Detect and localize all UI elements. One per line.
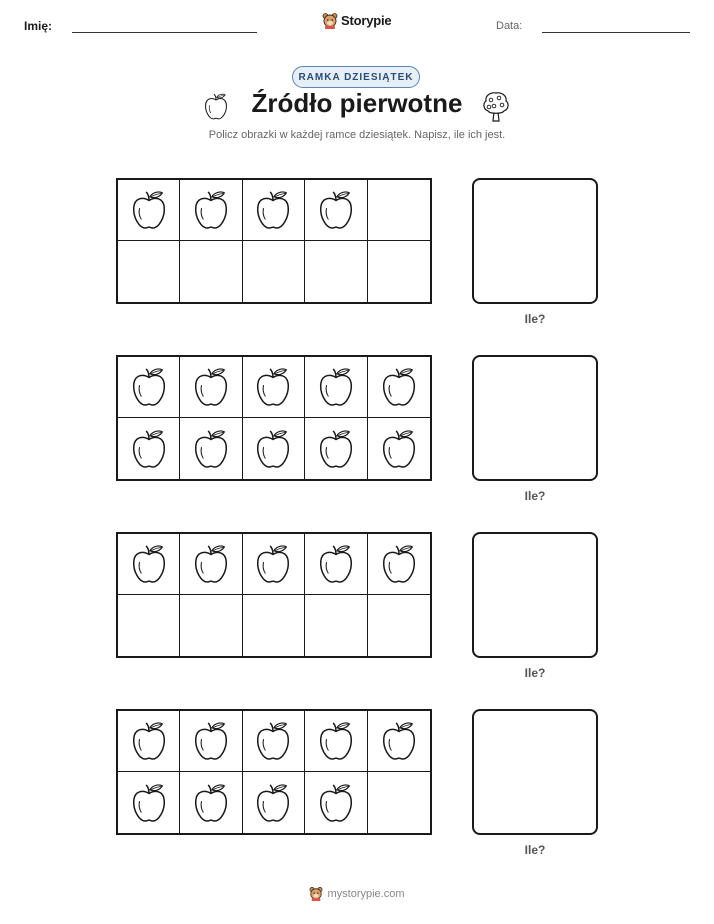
- ten-frame-cell: [305, 772, 367, 833]
- ten-frame-1: [116, 178, 432, 304]
- ten-frame-cell: [118, 418, 180, 479]
- answer-label: Ile?: [524, 489, 546, 503]
- apple-icon: [254, 366, 292, 408]
- apple-icon: [192, 782, 230, 824]
- apple-icon: [254, 543, 292, 585]
- apple-icon: [317, 782, 355, 824]
- ten-frame-cell: [368, 534, 430, 595]
- bear-icon: [309, 886, 323, 901]
- apple-icon: [130, 366, 168, 408]
- ten-frame-cell: [118, 180, 180, 241]
- ten-frame-cell: [305, 534, 367, 595]
- apple-icon: [192, 428, 230, 470]
- ten-frame-cell: [180, 241, 242, 302]
- apple-icon: [254, 782, 292, 824]
- ten-frame-cell: [368, 241, 430, 302]
- ten-frame-cell: [118, 595, 180, 656]
- apple-icon: [317, 428, 355, 470]
- apple-icon: [317, 366, 355, 408]
- apple-icon: [130, 782, 168, 824]
- apple-icon: [380, 543, 418, 585]
- ten-frame-cell: [180, 418, 242, 479]
- apple-tree-icon: [481, 90, 511, 122]
- answer-box-3[interactable]: [472, 532, 598, 658]
- ten-frame-cell: [243, 418, 305, 479]
- apple-icon: [192, 543, 230, 585]
- answer-label: Ile?: [524, 312, 546, 326]
- ten-frame-cell: [243, 595, 305, 656]
- footer: [0, 886, 714, 901]
- answer-box-2[interactable]: [472, 355, 598, 481]
- ten-frame-cell: [243, 241, 305, 302]
- apple-icon: [254, 189, 292, 231]
- ten-frame-cell: [305, 180, 367, 241]
- ten-frame-cell: [305, 357, 367, 418]
- name-label: Imię:: [24, 19, 53, 33]
- apple-icon: [317, 720, 355, 762]
- apple-icon: [380, 428, 418, 470]
- apple-icon: [130, 428, 168, 470]
- ten-frame-cell: [305, 711, 367, 772]
- ten-frame-cell: [243, 711, 305, 772]
- ten-frame-cell: [180, 180, 242, 241]
- bear-icon: [322, 12, 338, 29]
- ten-frame-cell: [118, 357, 180, 418]
- ten-frame-cell: [368, 180, 430, 241]
- ten-frame-cell: [243, 534, 305, 595]
- ten-frame-4: [116, 709, 432, 835]
- ten-frame-cell: [118, 711, 180, 772]
- apple-icon: [254, 720, 292, 762]
- name-line[interactable]: [72, 32, 257, 33]
- ten-frame-cell: [180, 534, 242, 595]
- apple-icon: [130, 720, 168, 762]
- apple-icon: [317, 543, 355, 585]
- ten-frame-cell: [368, 357, 430, 418]
- category-badge: RAMKA DZIESIĄTEK: [292, 66, 420, 88]
- ten-frame-cell: [368, 772, 430, 833]
- answer-label: Ile?: [524, 843, 546, 857]
- apple-icon: [192, 366, 230, 408]
- ten-frame-3: [116, 532, 432, 658]
- answer-box-1[interactable]: [472, 178, 598, 304]
- ten-frame-cell: [305, 595, 367, 656]
- logo-text: Storypie: [341, 13, 392, 28]
- ten-frame-2: [116, 355, 432, 481]
- ten-frame-cell: [305, 241, 367, 302]
- footer-url: mystorypie.com: [327, 887, 405, 900]
- apple-icon: [317, 189, 355, 231]
- ten-frame-cell: [305, 418, 367, 479]
- date-label: Data:: [496, 20, 523, 32]
- apple-icon: [130, 189, 168, 231]
- ten-frame-cell: [118, 534, 180, 595]
- ten-frame-cell: [243, 180, 305, 241]
- storypie-logo: [322, 12, 391, 29]
- apple-icon: [380, 720, 418, 762]
- instructions: Policz obrazki w każdej ramce dziesiątek. Napisz, ile ich jest.: [208, 129, 506, 141]
- page-title: Źródło pierwotne: [251, 88, 463, 118]
- ten-frame-cell: [118, 241, 180, 302]
- ten-frame-cell: [243, 357, 305, 418]
- date-line[interactable]: [542, 32, 690, 33]
- ten-frame-cell: [368, 711, 430, 772]
- ten-frame-cell: [180, 595, 242, 656]
- answer-box-4[interactable]: [472, 709, 598, 835]
- apple-icon: [192, 720, 230, 762]
- ten-frame-cell: [180, 772, 242, 833]
- ten-frame-cell: [180, 357, 242, 418]
- ten-frame-cell: [180, 711, 242, 772]
- apple-icon: [130, 543, 168, 585]
- apple-icon: [380, 366, 418, 408]
- apple-icon: [254, 428, 292, 470]
- ten-frame-cell: [368, 595, 430, 656]
- ten-frame-cell: [118, 772, 180, 833]
- answer-label: Ile?: [524, 666, 546, 680]
- ten-frame-cell: [368, 418, 430, 479]
- ten-frame-cell: [243, 772, 305, 833]
- apple-icon: [192, 189, 230, 231]
